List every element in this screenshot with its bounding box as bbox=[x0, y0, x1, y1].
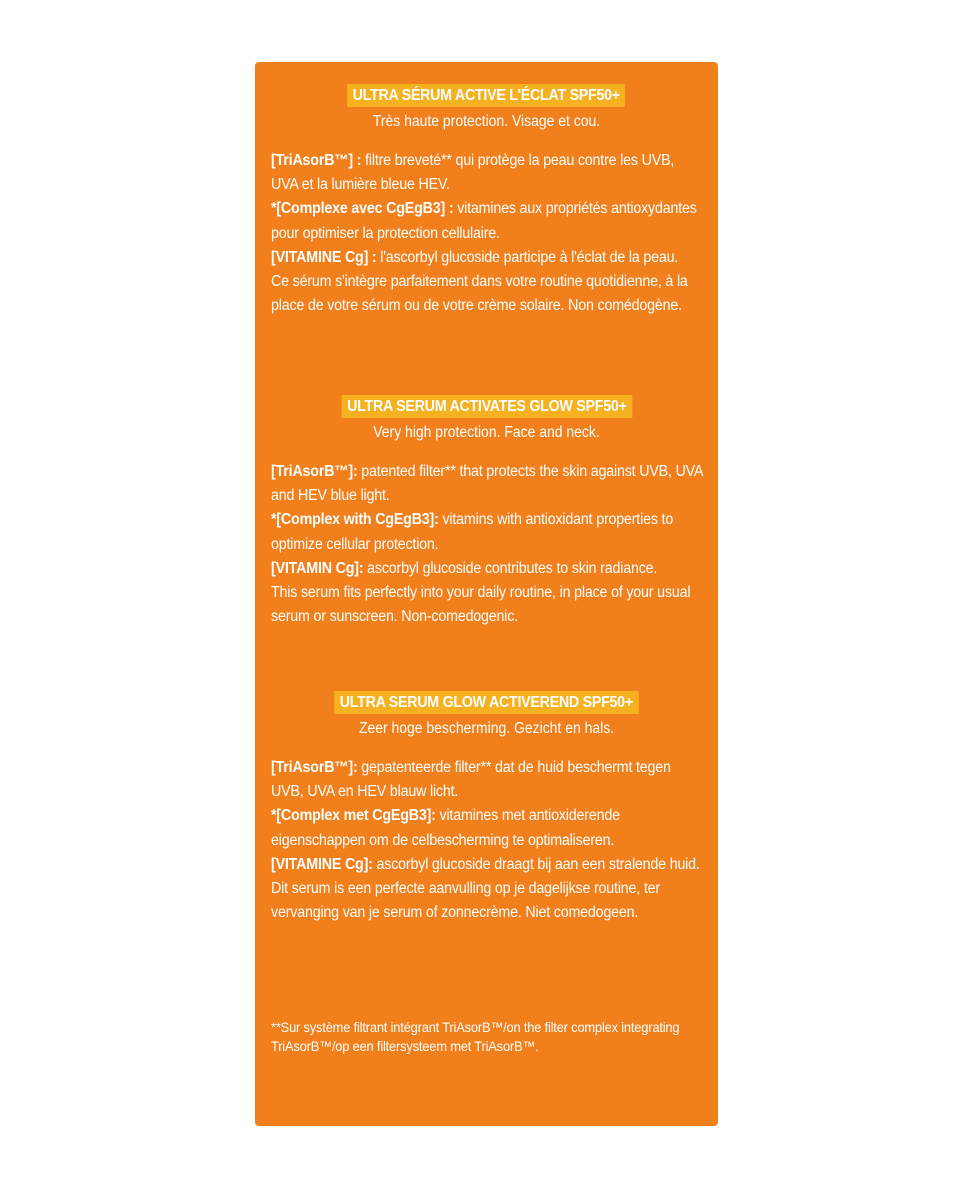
dutch-title: ULTRA SERUM GLOW ACTIVEREND SPF50+ bbox=[334, 691, 638, 714]
section-english bbox=[255, 395, 718, 629]
section-french bbox=[255, 84, 718, 318]
dutch-paragraph-complex: *[Complex met CgEgB3]: vitamines met antioxiderende eigenschappen om de celbescherming te optimaliseren. bbox=[271, 807, 620, 849]
french-title: ULTRA SÉRUM ACTIVE L'ÉCLAT SPF50+ bbox=[347, 84, 625, 107]
section-dutch bbox=[255, 691, 718, 925]
english-paragraph-triasorb: [TriAsorB™]: patented filter** that protects the skin against UVB, UVA and HEV blue light. bbox=[271, 463, 703, 505]
french-paragraph-triasorb: [TriAsorB™] : filtre breveté** qui protège la peau contre les UVB, UVA et la lumière bleue HEV. bbox=[271, 152, 675, 194]
dutch-subtitle: Zeer hoge bescherming. Gezicht en hals. bbox=[358, 720, 615, 737]
footnote bbox=[271, 1018, 702, 1055]
product-label-panel bbox=[255, 62, 718, 1126]
english-subtitle: Very high protection. Face and neck. bbox=[373, 424, 600, 441]
dutch-paragraph-vitamin: [VITAMINE Cg]: ascorbyl glucoside draagt bij aan een stralende huid. bbox=[271, 855, 700, 873]
french-body bbox=[271, 149, 702, 318]
dutch-body bbox=[271, 756, 702, 925]
french-subtitle: Très haute protection. Visage et cou. bbox=[372, 113, 601, 130]
english-paragraph-complex: *[Complex with CgEgB3]: vitamins with antioxidant properties to optimize cellular protection. bbox=[271, 511, 674, 553]
french-paragraph-complex: *[Complexe avec CgEgB3] : vitamines aux propriétés antioxydantes pour optimiser la protection cellulaire. bbox=[271, 200, 697, 242]
english-paragraph-vitamin: [VITAMIN Cg]: ascorbyl glucoside contributes to skin radiance. bbox=[271, 559, 658, 577]
french-paragraph-description: Ce sérum s'intègre parfaitement dans votre routine quotidienne, à la place de votre sérum ou de votre crème solaire. Non comédogène. bbox=[271, 273, 688, 315]
dutch-paragraph-description: Dit serum is een perfecte aanvulling op je dagelijkse routine, ter vervanging van je serum of zonnecrème. Niet comedogeen. bbox=[271, 880, 660, 922]
french-paragraph-vitamin: [VITAMINE Cg] : l'ascorbyl glucoside participe à l'éclat de la peau. bbox=[271, 248, 679, 266]
english-body bbox=[271, 460, 702, 629]
english-paragraph-description: This serum fits perfectly into your daily routine, in place of your usual serum or sunscreen. Non-comedogenic. bbox=[271, 584, 691, 626]
dutch-paragraph-triasorb: [TriAsorB™]: gepatenteerde filter** dat de huid beschermt tegen UVB, UVA en HEV blauw licht. bbox=[271, 759, 671, 801]
footnote-text: **Sur système filtrant intégrant TriAsorB™/on the filter complex integrating TriAsorB™/op een filtersysteem met TriAsorB™. bbox=[271, 1019, 680, 1054]
english-title: ULTRA SERUM ACTIVATES GLOW SPF50+ bbox=[341, 395, 631, 418]
